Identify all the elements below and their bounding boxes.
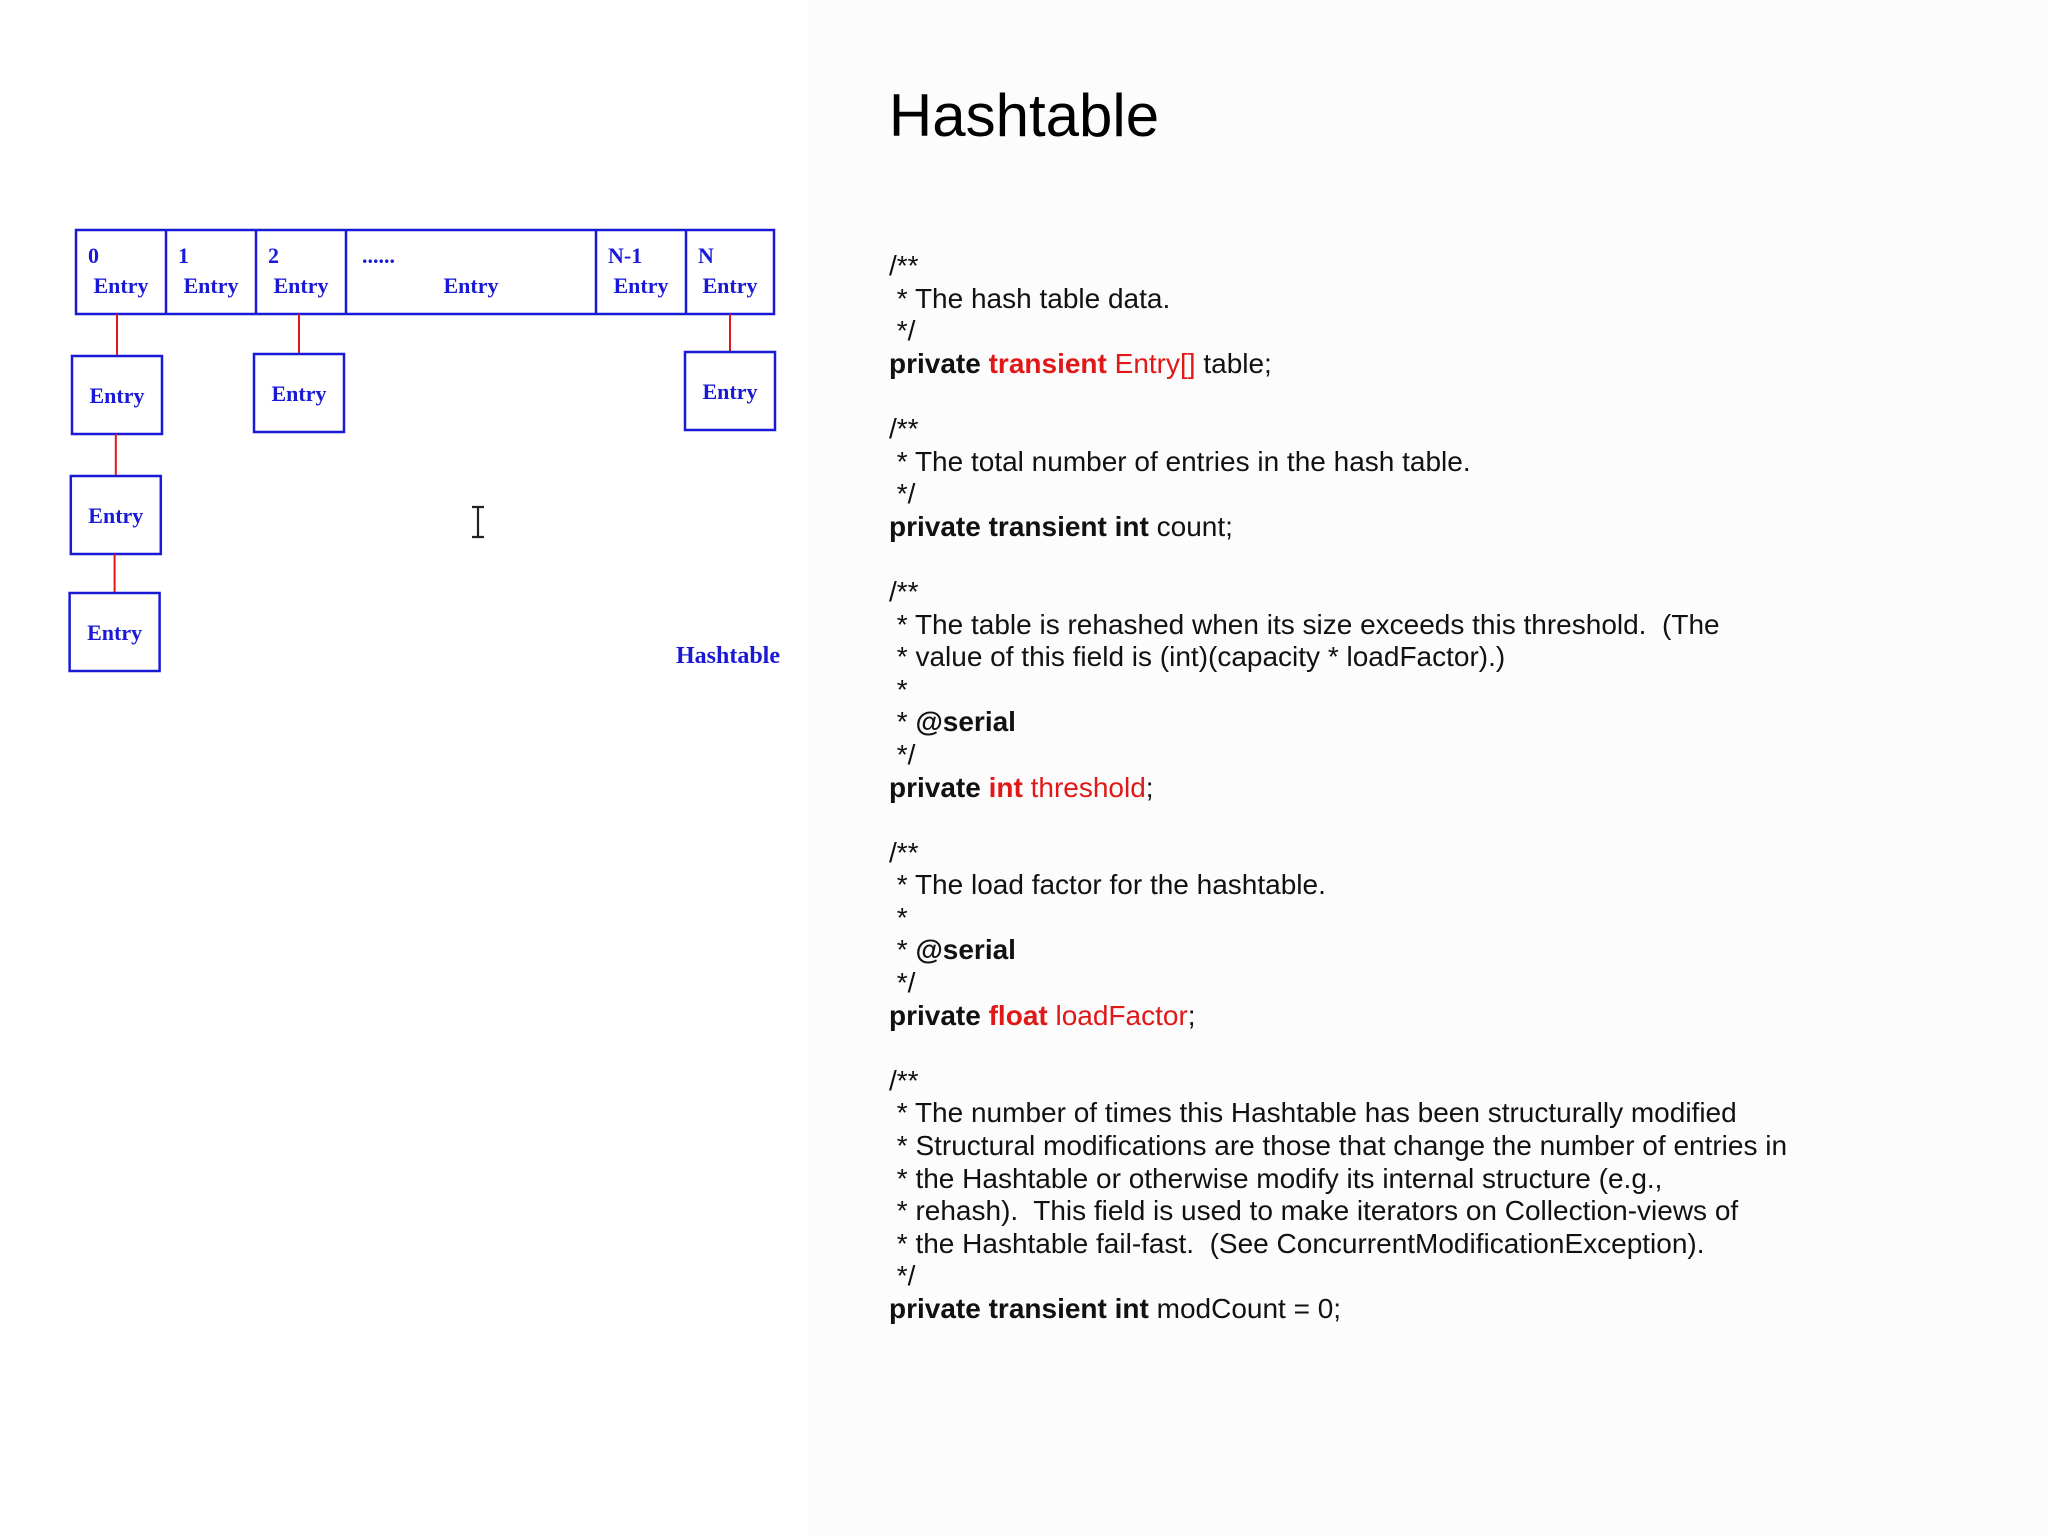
- code-token: */: [889, 1260, 916, 1292]
- code-token: * value of this field is (int)(capacity * loadFactor).): [889, 641, 1506, 673]
- chain-entry-label: Entry: [87, 620, 143, 645]
- bucket-index-2: 2: [268, 243, 279, 268]
- code-line: [889, 674, 1787, 707]
- code-token: @serial: [915, 706, 1016, 738]
- bucket-entry-label-3: Entry: [443, 273, 499, 298]
- code-line: [889, 706, 1787, 739]
- diagram-caption: Hashtable: [675, 643, 781, 669]
- code-line: [889, 413, 1787, 446]
- code-token: /**: [889, 412, 919, 444]
- code-token: modCount = 0;: [1148, 1293, 1342, 1324]
- bucket-entry-label-0: Entry: [93, 273, 149, 298]
- code-token: threshold: [1022, 771, 1146, 803]
- code-line: [889, 511, 1787, 544]
- code-line: [889, 934, 1787, 967]
- code-line: [889, 772, 1787, 805]
- code-token: * the Hashtable or otherwise modify its internal structure (e.g.,: [889, 1162, 1663, 1194]
- code-token: *: [889, 706, 916, 738]
- code-token: count;: [1148, 510, 1233, 542]
- code-line: [889, 1065, 1787, 1098]
- code-token: * The number of times this Hashtable has been structurally modified: [889, 1097, 1737, 1129]
- code-token: * rehash). This field is used to make iterators on Collection-views of: [889, 1195, 1739, 1227]
- code-line: [889, 902, 1787, 935]
- code-token: @serial: [915, 934, 1016, 966]
- code-line: [889, 543, 1787, 576]
- code-token: transient: [988, 347, 1107, 379]
- code-token: int: [988, 771, 1023, 803]
- code-line: [889, 1000, 1787, 1033]
- code-line: [889, 576, 1787, 609]
- code-line: [889, 804, 1787, 837]
- code-line: [889, 348, 1787, 381]
- bucket-index-3: ......: [362, 243, 395, 268]
- code-token: ;: [1187, 999, 1196, 1031]
- code-token: * Structural modifications are those that change the number of entries in: [889, 1130, 1788, 1162]
- slide-title: Hashtable: [888, 82, 1160, 149]
- code-token: float: [988, 999, 1048, 1031]
- code-line: [889, 1130, 1787, 1163]
- bucket-entry-label-4: Entry: [613, 273, 669, 298]
- code-token: */: [889, 738, 916, 770]
- code-line: [889, 869, 1787, 902]
- code-token: /**: [889, 836, 919, 868]
- code-line: [889, 250, 1787, 283]
- bucket-chains: [70, 314, 775, 671]
- bucket-index-0: 0: [88, 243, 99, 268]
- bucket-entry-label-2: Entry: [273, 273, 329, 298]
- code-line: [889, 446, 1787, 479]
- code-token: */: [889, 967, 916, 999]
- code-token: *: [889, 901, 908, 933]
- code-token: * The load factor for the hashtable.: [889, 869, 1326, 901]
- bucket-index-4: N-1: [608, 243, 643, 268]
- code-line: [889, 967, 1787, 1000]
- bucket-entry-label-1: Entry: [183, 273, 239, 298]
- code-line: [889, 1293, 1787, 1326]
- code-line: [889, 478, 1787, 511]
- code-token: private: [889, 999, 989, 1031]
- code-line: [889, 380, 1787, 413]
- code-token: table;: [1195, 347, 1272, 379]
- code-line: [889, 739, 1787, 772]
- code-line: [889, 1228, 1787, 1261]
- code-token: /**: [889, 575, 919, 607]
- code-token: loadFactor: [1047, 999, 1188, 1031]
- code-token: *: [889, 934, 916, 966]
- bucket-index-1: 1: [178, 243, 189, 268]
- code-token: /**: [889, 250, 919, 281]
- code-line: [889, 837, 1787, 870]
- chain-entry-label: Entry: [271, 381, 327, 406]
- text-cursor-icon: [469, 505, 487, 539]
- code-token: */: [889, 478, 916, 510]
- code-token: private: [889, 771, 989, 803]
- code-line: [889, 609, 1787, 642]
- code-token: *: [889, 673, 908, 705]
- code-line: [889, 1195, 1787, 1228]
- bucket-array: [76, 230, 774, 314]
- code-listing: [889, 250, 1787, 1326]
- code-line: [889, 1163, 1787, 1196]
- code-token: private transient int: [889, 510, 1149, 542]
- chain-entry-label: Entry: [89, 383, 145, 408]
- code-line: [889, 1260, 1787, 1293]
- code-token: Entry[]: [1106, 347, 1196, 379]
- code-token: private transient int: [889, 1293, 1149, 1324]
- code-line: [889, 641, 1787, 674]
- hashtable-diagram: [0, 0, 820, 720]
- code-token: * The total number of entries in the hash table.: [889, 445, 1471, 477]
- code-line: [889, 1032, 1787, 1065]
- bucket-entry-label-5: Entry: [702, 273, 758, 298]
- code-token: * The hash table data.: [889, 282, 1171, 314]
- code-token: */: [889, 315, 916, 347]
- bucket-index-5: N: [698, 243, 714, 268]
- code-token: * the Hashtable fail-fast. (See ConcurrentModificationException).: [889, 1227, 1705, 1259]
- code-line: [889, 283, 1787, 316]
- code-line: [889, 1097, 1787, 1130]
- code-token: ;: [1145, 771, 1154, 803]
- chain-entry-label: Entry: [702, 379, 758, 404]
- code-token: * The table is rehashed when its size exceeds this threshold. (The: [889, 608, 1720, 640]
- code-token: private: [889, 347, 989, 379]
- code-token: /**: [889, 1064, 919, 1096]
- code-line: [889, 315, 1787, 348]
- chain-entry-label: Entry: [88, 503, 144, 528]
